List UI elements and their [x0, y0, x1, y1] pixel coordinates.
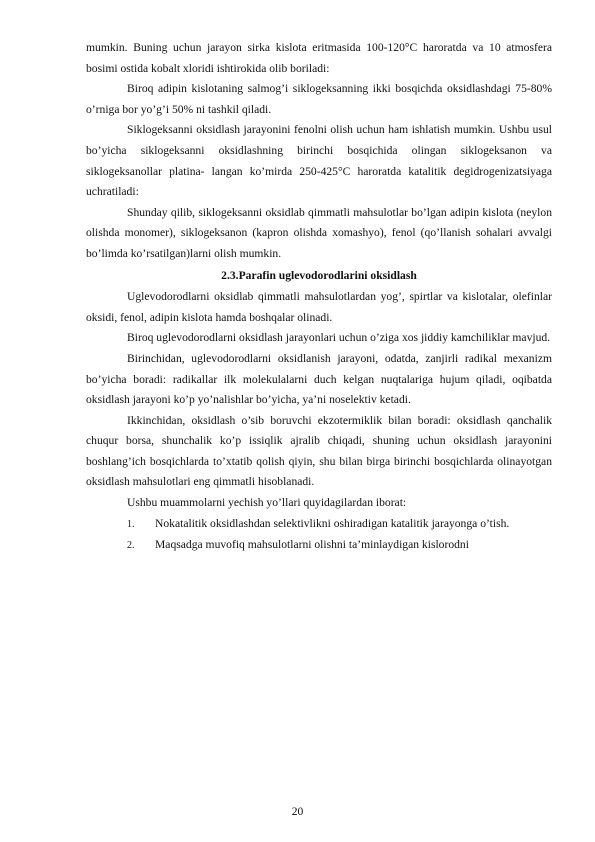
paragraph: Ikkinchidan, oksidlash o’sib boruvchi ekzotermiklik bilan boradi: oksidlash qanchalik chuqur borsa, shunchalik ko’p issiqlik ajralib chiqadi, shuning uchun oksidlash jarayonini boshlang’ich bosqichlarda to’xtatib qolish qiyin, shu bilan birga birinchi bosqichlarda olinayotgan oksidlash mahsulotlari eng qimmatli hisoblanadi. — [86, 413, 552, 489]
list-item-text: Nokatalitik oksidlashdan selektivlikni oshiradigan katalitik jarayonga o’tish. — [155, 516, 510, 530]
list-number: 2. — [127, 540, 135, 552]
paragraph: Uglevodorodlarni oksidlab qimmatli mahsulotlardan yog’, spirtlar va kislotalar, olefinlar oksidi, fenol, adipin kislota hamda boshqalar olinadi. — [86, 290, 552, 324]
paragraph-continuation: mumkin. Buning uchun jarayon sirka kislota eritmasida 100-120°C haroratda va 10 atmosfera bosimi ostida kobalt xloridi ishtirokida olib boriladi: — [86, 41, 552, 75]
paragraph: Birinchidan, uglevodorodlarni oksidlanish jarayoni, odatda, zanjirli radikal mexanizm bo’yicha boradi: radikallar ilk molekulalarni duch kelgan nuqtalariga hujum qiladi, oqibatda oksidlash jarayoni ko’p yo’nalishlar bo’yicha, ya’ni noselektiv ketadi. — [86, 351, 552, 407]
list-item — [86, 535, 552, 557]
list-item-text: Maqsadga muvofiq mahsulotlarni olishni ta’minlaydigan kislorodni — [155, 538, 469, 552]
list-number: 1. — [127, 518, 135, 530]
section-heading: 2.3.Parafin uglevodorodlarini oksidlash — [221, 268, 417, 282]
paragraph: Biroq adipin kislotaning salmog’i siklogeksanning ikki bosqichda oksidlashdagi 75-80% o’rniga bor yo’g’i 50% ni tashkil qiladi. — [86, 82, 552, 116]
paragraph: Biroq uglevodorodlarni oksidlash jarayonlari uchun o’ziga xos jiddiy kamchiliklar mavjud. — [127, 331, 551, 345]
page-number: 20 — [291, 805, 304, 818]
paragraph: Siklogeksanni oksidlash jarayonini fenolni olish uchun ham ishlatish mumkin. Ushbu usul bo’yicha siklogeksanni oksidlashning birinchi bosqichida olingan siklogeksanon va siklogeksanollar platina- langan ko’mirda 250-425°C haroratda katalitik degidrogenizatsiyaga uchratiladi: — [86, 123, 552, 199]
paragraph: Shunday qilib, siklogeksanni oksidlab qimmatli mahsulotlar bo’lgan adipin kislota (neylon olishda monomer), siklogeksanon (kapron olishda xomashyo), fenol (qo’llanish sohalari avvalgi bo’limda ko’rsatilgan)larni olish mumkin. — [86, 205, 552, 260]
paragraph: Ushbu muammolarni yechish yo’llari quyidagilardan iborat: — [127, 496, 407, 510]
document-page — [86, 38, 552, 557]
list-item — [86, 514, 552, 536]
